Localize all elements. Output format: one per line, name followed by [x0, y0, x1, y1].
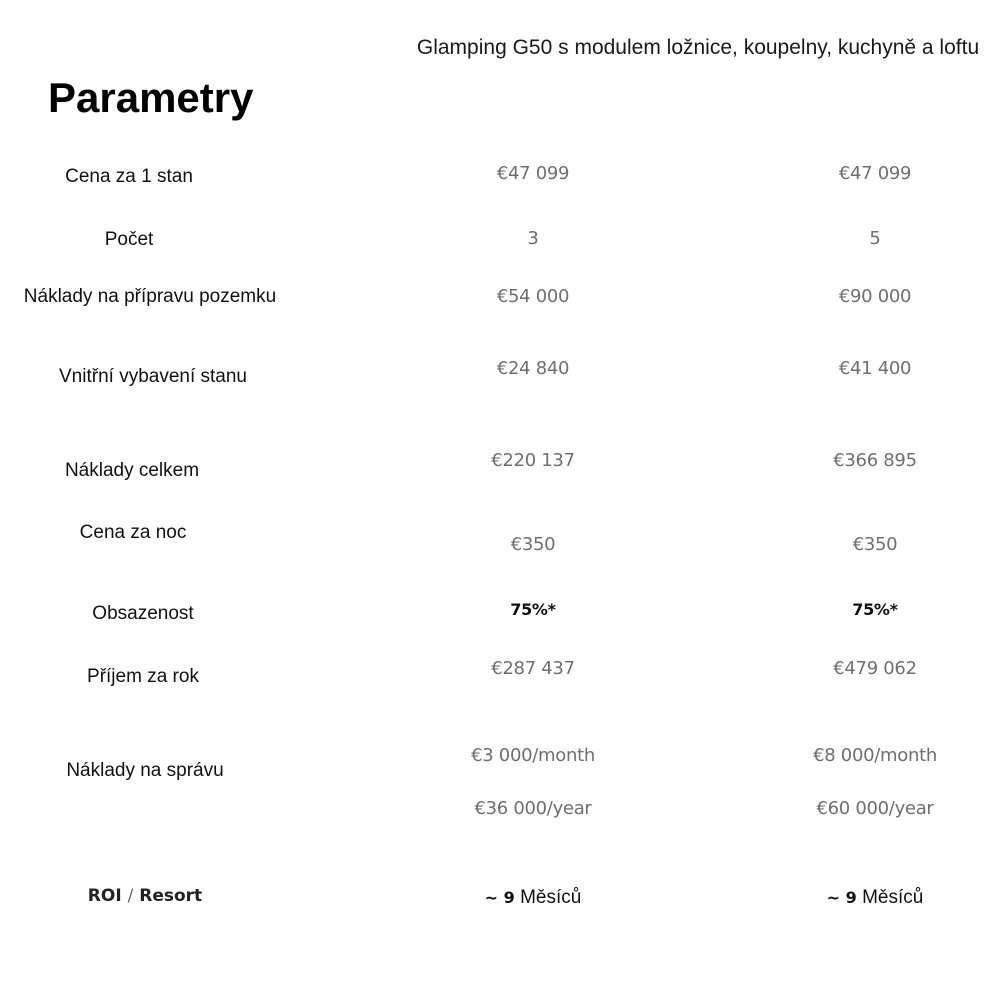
row-value-col2-month: €8 000/month [813, 745, 937, 766]
row-value-col1: €54 000 [496, 286, 570, 307]
row-value-col2: 75%* [852, 600, 898, 619]
row-value-col2: €366 895 [833, 450, 917, 471]
row-label-naklady-celkem: Náklady celkem [64, 460, 200, 481]
row-value-col2: €90 000 [838, 286, 912, 307]
roi-unit: Měsíců [862, 887, 924, 908]
row-value-col1: €24 840 [496, 358, 570, 379]
row-label-prijem-za-rok: Příjem za rok [87, 666, 199, 687]
roi-value-col1 [403, 887, 663, 909]
row-label-obsazenost: Obsazenost [92, 603, 194, 624]
row-value-col2: €479 062 [833, 658, 917, 679]
column-header: Glamping G50 s modulem ložnice, koupelny, kuchyně a loftu [416, 36, 980, 59]
row-value-col1: 3 [527, 228, 539, 249]
row-value-col2: €47 099 [838, 163, 912, 184]
page-title: Parametry [48, 74, 254, 121]
row-label-cena-za-noc: Cena za noc [79, 522, 187, 543]
row-value-col1: €287 437 [491, 658, 575, 679]
row-label-vybaveni: Vnitřní vybavení stanu [59, 366, 247, 387]
roi-label-roi: ROI [87, 886, 122, 906]
row-value-col2: 5 [869, 228, 881, 249]
row-value-col2: €350 [852, 534, 898, 555]
roi-label-separator: / [127, 886, 134, 906]
row-value-col1: €47 099 [496, 163, 570, 184]
roi-label [10, 886, 280, 906]
row-label-naklady-pozemek: Náklady na přípravu pozemku [23, 286, 277, 307]
roi-value-col2 [745, 887, 1000, 909]
row-label-pocet: Počet [104, 229, 154, 250]
row-label-cena-za-stan: Cena za 1 stan [65, 166, 193, 187]
row-label-naklady-sprava: Náklady na správu [66, 760, 224, 781]
roi-label-resort: Resort [139, 886, 203, 906]
roi-approx-value: ~ 9 [484, 888, 515, 907]
row-value-col2-year: €60 000/year [816, 798, 934, 819]
row-value-col1-month: €3 000/month [471, 745, 595, 766]
roi-unit: Měsíců [520, 887, 582, 908]
roi-approx-value: ~ 9 [826, 888, 857, 907]
row-value-col1: €350 [510, 534, 556, 555]
row-value-col2: €41 400 [838, 358, 912, 379]
row-value-col1: €220 137 [491, 450, 575, 471]
row-value-col1: 75%* [510, 600, 556, 619]
row-value-col1-year: €36 000/year [474, 798, 592, 819]
